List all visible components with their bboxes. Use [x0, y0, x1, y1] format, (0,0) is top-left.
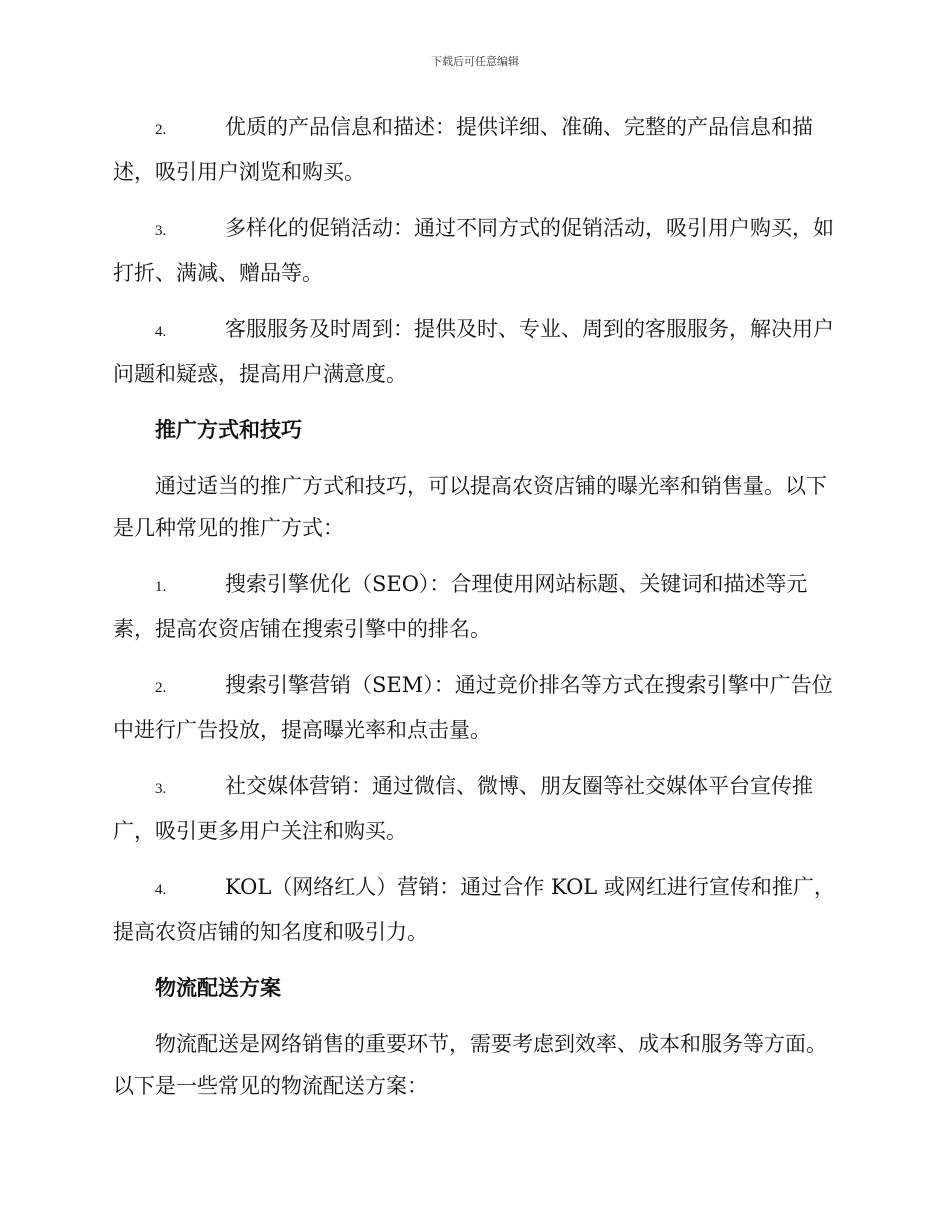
- list-item-number: 2.: [155, 680, 167, 696]
- section-heading-logistics: 物流配送方案: [155, 976, 281, 1000]
- list-item-number: 3.: [155, 781, 167, 797]
- list-item: [113, 308, 835, 395]
- list-item-text: 客服服务及时周到：提供及时、专业、周到的客服服务，解决用户问题和疑惑，提高用户满意度。: [113, 317, 834, 386]
- list-item-number: 4.: [155, 324, 167, 340]
- document-body: [113, 106, 835, 1121]
- list-item-text: KOL（网络红人）营销：通过合作 KOL 或网红进行宣传和推广，提高农资店铺的知名度和吸引力。: [113, 875, 835, 944]
- list-item-text: 社交媒体营销：通过微信、微博、朋友圈等社交媒体平台宣传推广，吸引更多用户关注和购买。: [113, 774, 813, 843]
- list-item-text: 优质的产品信息和描述：提供详细、准确、完整的产品信息和描述，吸引用户浏览和购买。: [113, 115, 813, 184]
- paragraph: 通过适当的推广方式和技巧，可以提高农资店铺的曝光率和销售量。以下是几种常见的推广方式：: [113, 474, 827, 540]
- list-item-number: 3.: [155, 223, 167, 239]
- paragraph: 物流配送是网络销售的重要环节，需要考虑到效率、成本和服务等方面。以下是一些常见的物流配送方案：: [113, 1032, 827, 1098]
- page-header: 下载后可任意编辑: [431, 55, 519, 68]
- list-item: [113, 765, 835, 852]
- list-item: [113, 866, 835, 953]
- section-heading-promotion: 推广方式和技巧: [155, 418, 302, 442]
- list-item: [113, 207, 835, 294]
- list-item-text: 搜索引擎营销（SEM）：通过竞价排名等方式在搜索引擎中广告位中进行广告投放，提高曝光率和点击量。: [113, 673, 833, 742]
- list-item-number: 4.: [155, 882, 167, 898]
- list-item-text: 多样化的促销活动：通过不同方式的促销活动，吸引用户购买，如打折、满减、赠品等。: [113, 216, 834, 285]
- list-item: [113, 106, 835, 193]
- list-item: [113, 563, 835, 650]
- list-item: [113, 664, 835, 751]
- list-item-text: 搜索引擎优化（SEO）：合理使用网站标题、关键词和描述等元素，提高农资店铺在搜索引擎中的排名。: [113, 572, 808, 641]
- list-item-number: 2.: [155, 122, 167, 138]
- list-item-number: 1.: [155, 579, 167, 595]
